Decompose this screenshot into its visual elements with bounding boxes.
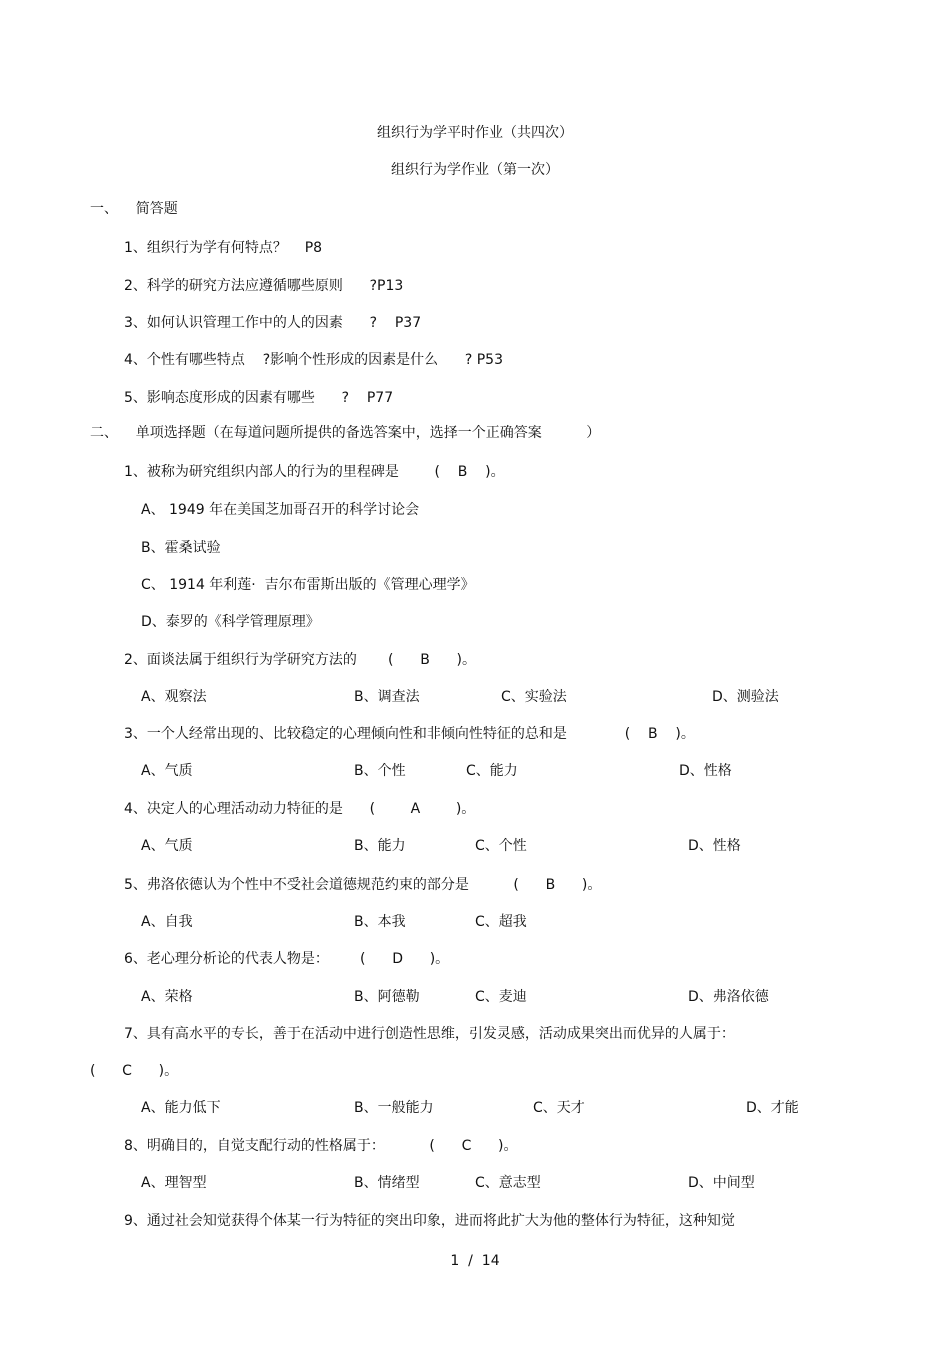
answer-option: A、气质 (141, 838, 193, 854)
answer-option: D、测验法 (712, 689, 779, 705)
answer-option: C、天才 (533, 1100, 585, 1116)
answer-option: C、超我 (475, 914, 527, 930)
question-item: 1、组织行为学有何特点？ P8 (124, 240, 323, 256)
document-title: 组织行为学平时作业（共四次） (377, 125, 573, 141)
answer-option: C、能力 (466, 763, 518, 779)
answer-option: A、能力低下 (141, 1100, 221, 1116)
question-stem: 2、面谈法属于组织行为学研究方法的 ( B )。 (124, 652, 476, 668)
question-stem: 1、被称为研究组织内部人的行为的里程碑是 ( B )。 (124, 464, 505, 480)
answer-option: D、才能 (746, 1100, 799, 1116)
question-stem: 4、决定人的心理活动动力特征的是 ( A )。 (124, 801, 476, 817)
answer-option: C、意志型 (475, 1175, 541, 1191)
page-number: 1 / 14 (450, 1253, 500, 1269)
question-item: 3、如何认识管理工作中的人的因素 ? P37 (124, 315, 422, 331)
section-heading: 二、 单项选择题（在每道问题所提供的备选答案中，选择一个正确答案 ） (90, 425, 601, 441)
answer-option: A、荣格 (141, 989, 193, 1005)
answer-option: B、一般能力 (354, 1100, 434, 1116)
answer-option: D、泰罗的《科学管理原理》 (141, 614, 320, 630)
answer-option: C、个性 (475, 838, 527, 854)
answer-option: B、个性 (354, 763, 406, 779)
answer-option: D、性格 (679, 763, 732, 779)
answer-option: C、麦迪 (475, 989, 527, 1005)
answer-option: D、弗洛依德 (688, 989, 769, 1005)
question-stem: 3、一个人经常出现的、比较稳定的心理倾向性和非倾向性特征的总和是 ( B )。 (124, 726, 695, 742)
question-answer: ( C )。 (90, 1063, 179, 1079)
answer-option: D、中间型 (688, 1175, 755, 1191)
answer-option: B、本我 (354, 914, 406, 930)
question-stem: 7、具有高水平的专长，善于在活动中进行创造性思维，引发灵感，活动成果突出而优异的人属于： (124, 1026, 735, 1042)
question-item: 5、影响态度形成的因素有哪些 ? P77 (124, 390, 394, 406)
question-item: 2、科学的研究方法应遵循哪些原则 ?P13 (124, 278, 404, 294)
document-subtitle: 组织行为学作业（第一次） (391, 162, 559, 178)
answer-option: C、实验法 (501, 689, 567, 705)
section-heading: 一、 简答题 (90, 201, 178, 217)
answer-option: A、气质 (141, 763, 193, 779)
question-stem: 5、弗洛依德认为个性中不受社会道德规范约束的部分是 ( B )。 (124, 877, 602, 893)
question-stem: 6、老心理分析论的代表人物是： ( D )。 (124, 951, 450, 967)
answer-option: A、观察法 (141, 689, 207, 705)
answer-option: C、 1914 年利莲· 吉尔布雷斯出版的《管理心理学》 (141, 577, 475, 593)
answer-option: B、霍桑试验 (141, 540, 221, 556)
question-item: 4、个性有哪些特点 ?影响个性形成的因素是什么 ? P53 (124, 352, 503, 368)
answer-option: A、理智型 (141, 1175, 207, 1191)
answer-option: A、自我 (141, 914, 193, 930)
answer-option: A、 1949 年在美国芝加哥召开的科学讨论会 (141, 502, 420, 518)
answer-option: B、调查法 (354, 689, 420, 705)
answer-option: D、性格 (688, 838, 741, 854)
answer-option: B、阿德勒 (354, 989, 420, 1005)
question-stem: 9、通过社会知觉获得个体某一行为特征的突出印象，进而将此扩大为他的整体行为特征，这种知觉 (124, 1213, 735, 1229)
question-stem: 8、明确目的，自觉支配行动的性格属于： ( C )。 (124, 1138, 518, 1154)
answer-option: B、情绪型 (354, 1175, 420, 1191)
answer-option: B、能力 (354, 838, 406, 854)
